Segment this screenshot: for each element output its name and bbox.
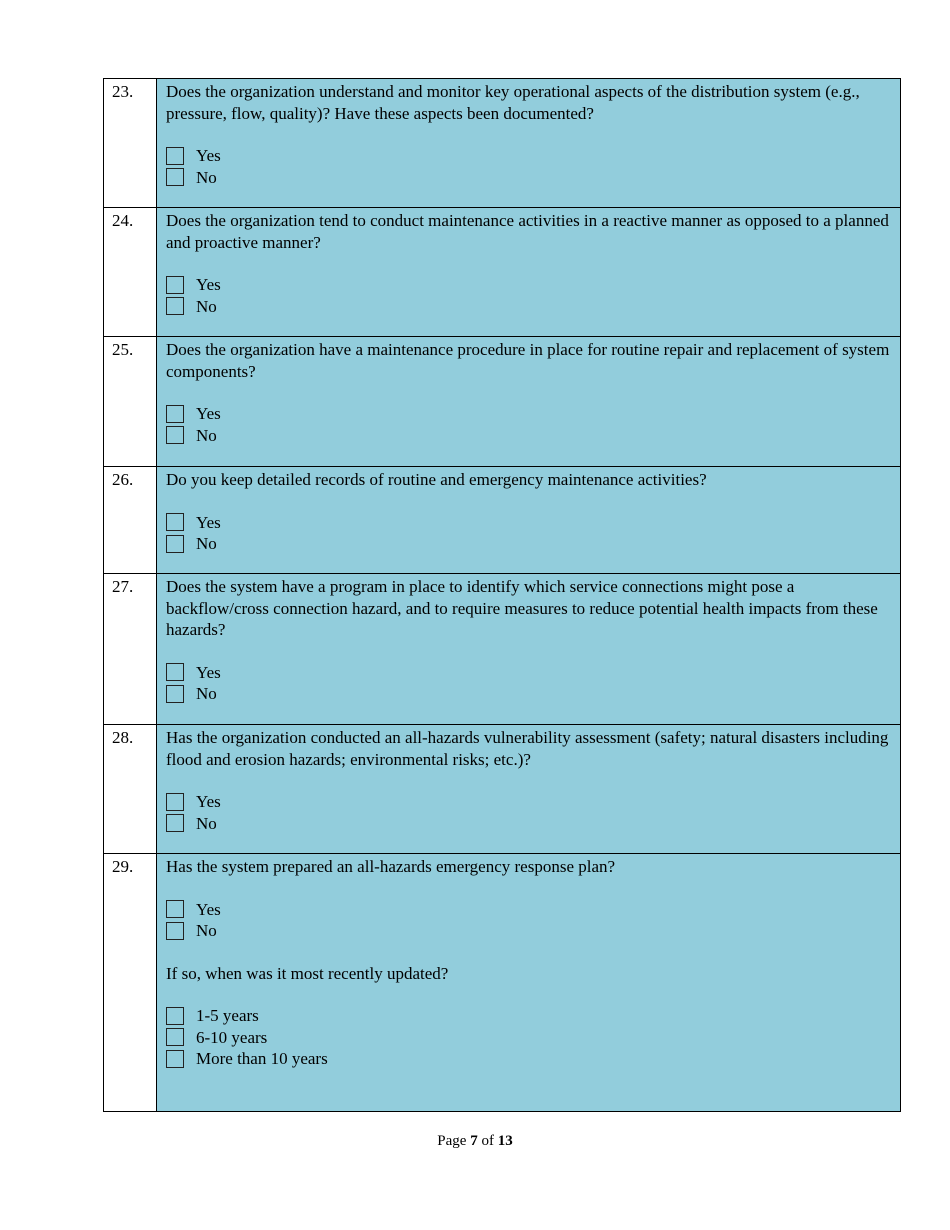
page-of: of [481, 1133, 494, 1149]
option-item[interactable] [166, 274, 891, 296]
answer-options [166, 403, 891, 446]
question-number: 25. [104, 337, 157, 467]
answer-options [166, 145, 891, 188]
checkbox[interactable] [166, 276, 184, 294]
option-item[interactable] [166, 425, 891, 447]
question-cell [157, 574, 901, 725]
answer-options [166, 662, 891, 705]
page-label: Page [437, 1133, 467, 1149]
answer-options [166, 274, 891, 317]
option-label: No [196, 534, 217, 553]
option-item[interactable] [166, 296, 891, 318]
page-current: 7 [470, 1133, 478, 1149]
question-text: Does the system have a program in place to identify which service connections might pose a backflow/cross connection hazard, and to require measures to reduce potential health impacts from these hazards? [166, 577, 878, 639]
option-item[interactable] [166, 1048, 891, 1070]
option-label: No [196, 425, 217, 445]
answer-options [166, 791, 891, 834]
option-item[interactable] [166, 813, 891, 835]
checkbox[interactable] [166, 168, 184, 186]
question-text: Do you keep detailed records of routine and emergency maintenance activities? [166, 470, 707, 489]
question-number: 26. [104, 467, 157, 574]
option-label: No [196, 296, 217, 316]
checkbox[interactable] [166, 793, 184, 811]
checkbox[interactable] [166, 297, 184, 315]
option-label: Yes [196, 899, 221, 919]
option-item[interactable] [166, 899, 891, 921]
question-text: Has the system prepared an all-hazards emergency response plan? [166, 857, 616, 876]
page-footer [0, 1133, 950, 1150]
checkbox[interactable] [166, 1028, 184, 1046]
option-label: Yes [196, 275, 221, 294]
question-number: 27. [104, 574, 157, 725]
question-number: 29. [104, 854, 157, 1112]
option-item[interactable] [166, 662, 891, 684]
question-cell [157, 725, 901, 854]
checkbox[interactable] [166, 814, 184, 832]
option-item[interactable] [166, 512, 891, 534]
question-number: 28. [104, 725, 157, 854]
checkbox[interactable] [166, 900, 184, 918]
checkbox[interactable] [166, 922, 184, 940]
option-label: Yes [196, 792, 221, 811]
question-cell [157, 79, 901, 208]
question-row [104, 337, 901, 467]
question-cell [157, 467, 901, 574]
answer-options [166, 899, 891, 942]
option-label: Yes [196, 146, 221, 165]
option-label: 6-10 years [196, 1027, 268, 1047]
question-row [104, 79, 901, 208]
question-number: 24. [104, 208, 157, 337]
question-cell [157, 337, 901, 467]
option-item[interactable] [166, 403, 891, 425]
question-row [104, 574, 901, 725]
option-item[interactable] [166, 145, 891, 167]
question-text: Does the organization have a maintenance procedure in place for routine repair and replacement of system components? [166, 340, 890, 381]
question-row [104, 467, 901, 574]
option-item[interactable] [166, 791, 891, 813]
checkbox[interactable] [166, 1007, 184, 1025]
option-label: Yes [196, 662, 221, 682]
question-cell [157, 854, 901, 1112]
question-cell [157, 208, 901, 337]
option-label: No [196, 813, 217, 833]
option-item[interactable] [166, 1027, 891, 1049]
option-label: More than 10 years [196, 1049, 328, 1068]
page-total: 13 [497, 1133, 513, 1149]
checkbox[interactable] [166, 663, 184, 681]
checkbox[interactable] [166, 535, 184, 553]
option-label: No [196, 684, 217, 703]
checkbox[interactable] [166, 405, 184, 423]
answer-options [166, 512, 891, 555]
question-row [104, 854, 901, 1112]
checkbox[interactable] [166, 426, 184, 444]
questionnaire-table [103, 78, 901, 1112]
option-label: No [196, 921, 217, 940]
option-item[interactable] [166, 533, 891, 555]
question-text: Does the organization tend to conduct maintenance activities in a reactive manner as opposed to a planned and proactive manner? [166, 211, 889, 252]
option-label: No [196, 167, 217, 187]
question-row [104, 725, 901, 854]
option-label: Yes [196, 404, 221, 423]
question-text: Does the organization understand and monitor key operational aspects of the distribution system (e.g., pressure, flow, quality)? Have these aspects been documented? [166, 82, 860, 123]
option-item[interactable] [166, 167, 891, 189]
checkbox[interactable] [166, 147, 184, 165]
option-item[interactable] [166, 1005, 891, 1027]
question-number: 23. [104, 79, 157, 208]
checkbox[interactable] [166, 1050, 184, 1068]
checkbox[interactable] [166, 513, 184, 531]
checkbox[interactable] [166, 685, 184, 703]
option-label: 1-5 years [196, 1006, 259, 1025]
followup-options [166, 1005, 891, 1070]
question-text: Has the organization conducted an all-hazards vulnerability assessment (safety; natural disasters including flood and erosion hazards; environmental risks; etc.)? [166, 728, 889, 769]
option-label: Yes [196, 512, 221, 532]
option-item[interactable] [166, 920, 891, 942]
question-row [104, 208, 901, 337]
followup-text: If so, when was it most recently updated? [166, 963, 449, 983]
option-item[interactable] [166, 683, 891, 705]
